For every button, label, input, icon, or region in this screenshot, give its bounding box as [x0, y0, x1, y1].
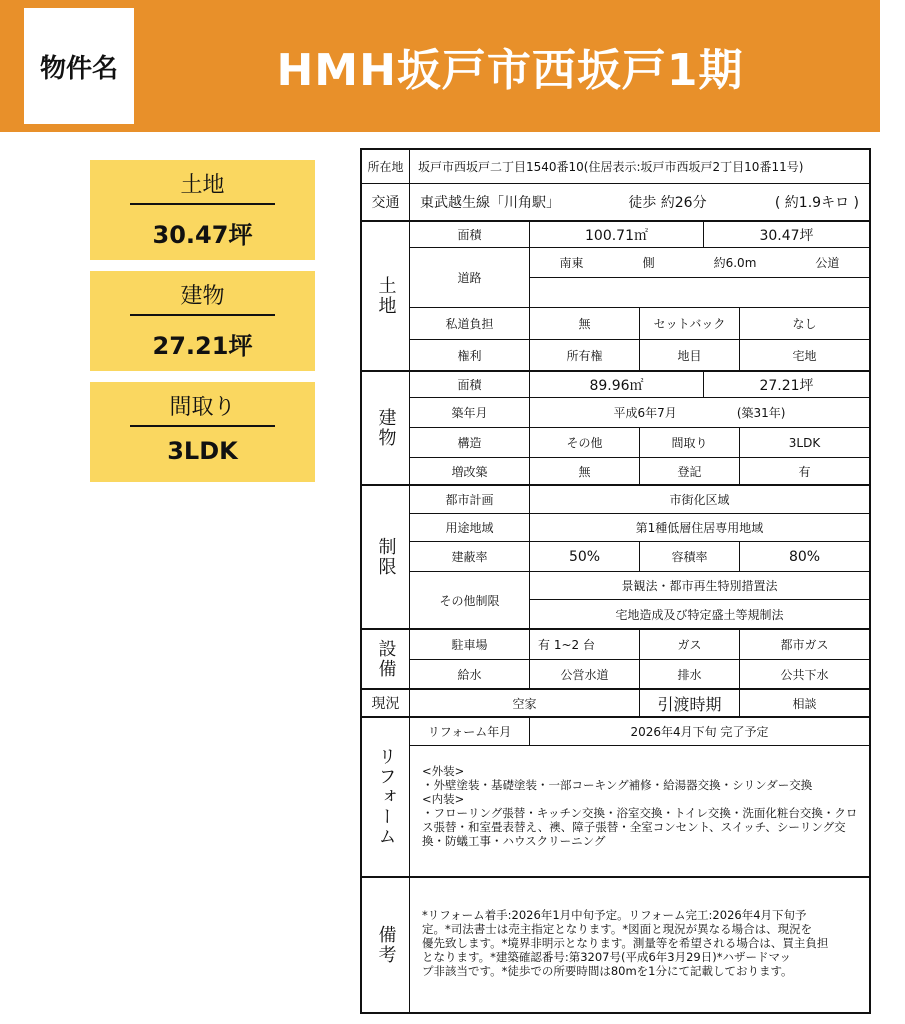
- road-type: 公道: [815, 256, 840, 270]
- drain-value: 公共下水: [740, 660, 869, 690]
- restrictions-section-label: 制限: [362, 486, 410, 630]
- parking-value: 有 1~2 台: [530, 630, 640, 660]
- built-date: 平成6年7月: [613, 406, 677, 420]
- private-road-label: 私道負担: [410, 308, 530, 340]
- status-label: 現況: [362, 690, 410, 718]
- other-restrictions-row: [362, 572, 869, 630]
- water-drain-row: [362, 660, 869, 690]
- structure-value: その他: [530, 428, 640, 458]
- reform-line: ・フローリング張替・キッチン交換・浴室交換・トイレ交換・洗面化粧台交換・クロ: [422, 806, 858, 820]
- layout-label: 間取り: [640, 428, 740, 458]
- land-road-blank: [530, 278, 869, 308]
- transport-line: 東武越生線「川角駅」: [420, 195, 560, 211]
- city-plan-label: 都市計画: [410, 486, 530, 514]
- far-label: 容積率: [640, 542, 740, 572]
- drain-label: 排水: [640, 660, 740, 690]
- road-side: 側: [642, 256, 655, 270]
- reform-line: 換・防蟻工事・ハウスクリーニング: [422, 834, 606, 848]
- remarks-line: プ非該当です。*徒歩での所要時間は80mを1分にて記載しております。: [422, 964, 793, 978]
- reform-details: [422, 764, 867, 848]
- handover-label: 引渡時期: [640, 690, 740, 718]
- reform-date-row: [362, 718, 869, 746]
- gas-value: 都市ガス: [740, 630, 869, 660]
- registry-label: 登記: [640, 458, 740, 486]
- remarks-line: となります。*建築確認番号:第3207号(平成6年3月29日)*ハザードマッ: [422, 950, 791, 964]
- remarks-line: *リフォーム着手:2026年1月中旬予定。リフォーム完工:2026年4月下旬予: [422, 908, 807, 922]
- transport-value: [410, 184, 869, 222]
- building-extension-row: [362, 458, 869, 486]
- city-plan-row: [362, 486, 869, 514]
- built-value: [530, 398, 869, 428]
- ratio-row: [362, 542, 869, 572]
- summary-layout-label: 間取り: [169, 395, 236, 420]
- parking-label: 駐車場: [410, 630, 530, 660]
- private-road-value: 無: [530, 308, 640, 340]
- parking-gas-row: [362, 630, 869, 660]
- transport-row: [362, 184, 869, 222]
- other-restrictions-label: その他制限: [410, 572, 530, 630]
- location-label: 所在地: [362, 150, 410, 184]
- land-area-label: 面積: [410, 222, 530, 248]
- remarks-line: 定。*司法書士は売主指定となります。*図面と現況が異なる場合は、現況を: [422, 922, 813, 936]
- reform-line: ス張替・和室畳表替え、襖、障子張替・全室コンセント、スイッチ、シーリング交: [422, 820, 846, 834]
- reform-line: ・外壁塗装・基礎塗装・一部コーキング補修・給湯器交換・シリンダー交換: [422, 778, 813, 792]
- reform-section-label: リフォーム: [362, 718, 410, 878]
- property-name-label: 物件名: [24, 8, 134, 124]
- property-title: HMH坂戸市西坂戸1期: [276, 45, 744, 96]
- zoning-label: 用途地域: [410, 514, 530, 542]
- building-structure-row: [362, 428, 869, 458]
- location-row: [362, 150, 869, 184]
- transport-walk: 徒歩 約26分: [628, 195, 707, 211]
- building-area-sqm: 89.96㎡: [530, 372, 704, 398]
- reform-line: <内装>: [422, 792, 465, 806]
- header-bar: [0, 0, 880, 132]
- building-area-label: 面積: [410, 372, 530, 398]
- summary-building-label: 建物: [180, 284, 225, 309]
- land-section-label: 土地: [362, 222, 410, 372]
- remarks-row: [362, 878, 869, 1012]
- reform-detail-row: [362, 746, 869, 878]
- land-road-row: [362, 248, 869, 308]
- land-rights-row: [362, 340, 869, 372]
- rights-value: 所有権: [530, 340, 640, 372]
- land-area-row: [362, 222, 869, 248]
- other-restriction-2: 宅地造成及び特定盛土等規制法: [530, 600, 869, 630]
- divider: [130, 314, 275, 316]
- structure-label: 構造: [410, 428, 530, 458]
- remarks-text: [422, 908, 867, 978]
- status-row: [362, 690, 869, 718]
- far-value: 80%: [740, 542, 869, 572]
- zoning-row: [362, 514, 869, 542]
- location-value: 坂戸市西坂戸二丁目1540番10(住居表示:坂戸市西坂戸2丁目10番11号): [410, 150, 869, 184]
- setback-value: なし: [740, 308, 869, 340]
- summary-land-value: 30.47坪: [152, 221, 253, 249]
- transport-distance: ( 約1.9キロ ): [774, 195, 859, 211]
- land-road-info: [530, 248, 869, 278]
- bcr-value: 50%: [530, 542, 640, 572]
- building-section-label: 建物: [362, 372, 410, 486]
- land-category-value: 宅地: [740, 340, 869, 372]
- rights-label: 権利: [410, 340, 530, 372]
- extension-label: 増改築: [410, 458, 530, 486]
- land-area-sqm: 100.71㎡: [530, 222, 704, 248]
- bcr-label: 建蔽率: [410, 542, 530, 572]
- status-value: 空家: [410, 690, 640, 718]
- water-label: 給水: [410, 660, 530, 690]
- reform-date-value: 2026年4月下旬 完了予定: [530, 718, 869, 746]
- land-private-road-row: [362, 308, 869, 340]
- summary-layout: [90, 382, 315, 482]
- remarks-line: 優先致します。*境界非明示となります。測量等を希望される場合は、買主負担: [422, 936, 829, 950]
- city-plan-value: 市街化区域: [530, 486, 869, 514]
- land-road-label: 道路: [410, 248, 530, 308]
- divider: [130, 203, 275, 205]
- summary-land: [90, 160, 315, 260]
- building-built-row: [362, 398, 869, 428]
- setback-label: セットバック: [640, 308, 740, 340]
- reform-date-label: リフォーム年月: [410, 718, 530, 746]
- extension-value: 無: [530, 458, 640, 486]
- building-age: (築31年): [736, 406, 786, 420]
- built-label: 築年月: [410, 398, 530, 428]
- summary-building: [90, 271, 315, 371]
- road-width: 約6.0m: [713, 256, 757, 270]
- land-category-label: 地目: [640, 340, 740, 372]
- property-sheet: [360, 148, 871, 1014]
- land-area-tsubo: 30.47坪: [704, 222, 869, 248]
- gas-label: ガス: [640, 630, 740, 660]
- building-area-tsubo: 27.21坪: [704, 372, 869, 398]
- divider: [130, 425, 275, 427]
- summary-land-label: 土地: [180, 173, 225, 198]
- layout-value: 3LDK: [740, 428, 869, 458]
- registry-value: 有: [740, 458, 869, 486]
- other-restriction-1: 景観法・都市再生特別措置法: [530, 572, 869, 600]
- reform-line: <外装>: [422, 764, 465, 778]
- summary-layout-value: 3LDK: [167, 437, 238, 465]
- handover-value: 相談: [740, 690, 869, 718]
- water-value: 公営水道: [530, 660, 640, 690]
- remarks-section-label: 備考: [362, 878, 410, 1012]
- zoning-value: 第1種低層住居専用地域: [530, 514, 869, 542]
- road-direction: 南東: [559, 256, 584, 270]
- summary-building-value: 27.21坪: [152, 332, 253, 360]
- transport-label: 交通: [362, 184, 410, 222]
- building-area-row: [362, 372, 869, 398]
- facilities-section-label: 設備: [362, 630, 410, 690]
